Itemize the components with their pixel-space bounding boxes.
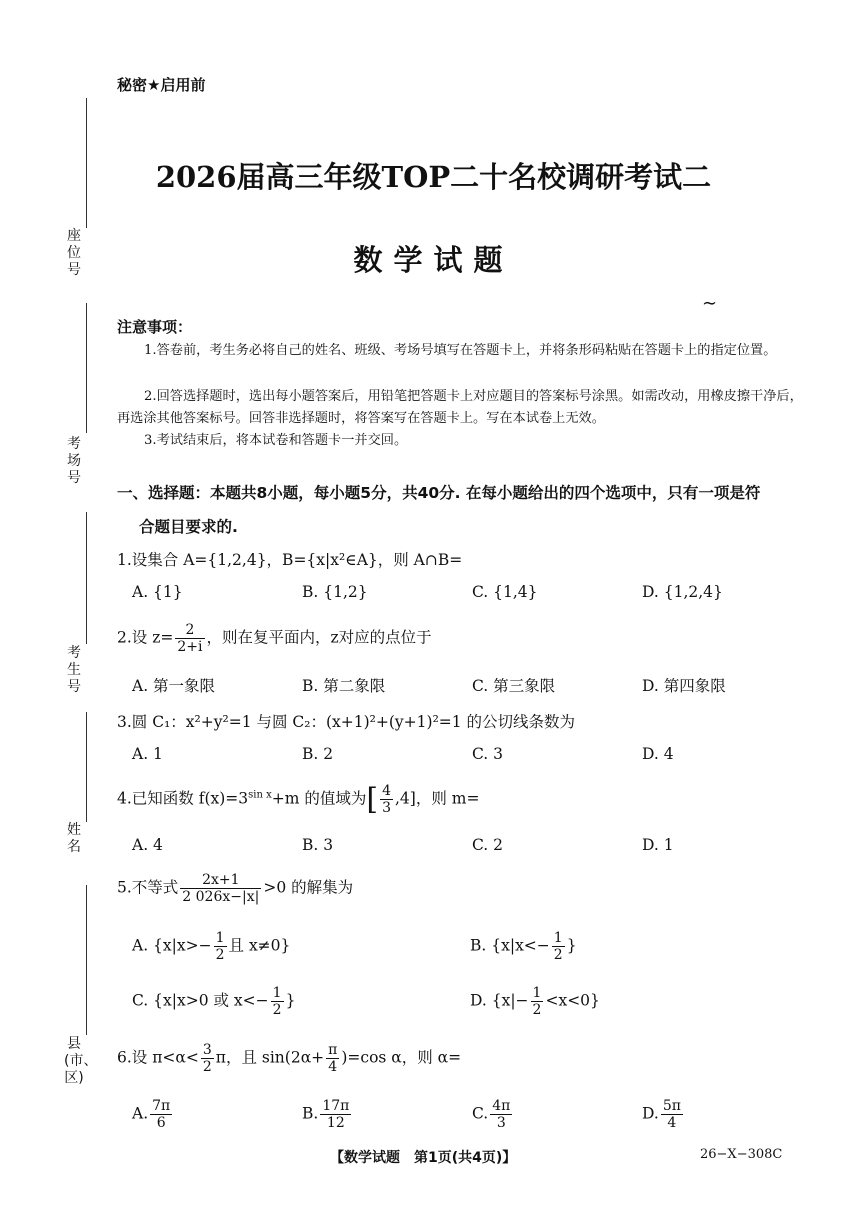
q3-option-a: A. 1	[132, 745, 163, 763]
binding-line-4	[86, 712, 87, 822]
q5-option-b: B. {x|x<− $\frac{1}{2}$ }	[470, 930, 577, 963]
q3-stem: 3.圆 C₁：x²+y²=1 与圆 C₂：(x+1)²+(y+1)²=1 的公切线条数为	[117, 713, 576, 731]
paper-code: 26−X−308C	[700, 1147, 783, 1162]
binding-line-3	[86, 512, 87, 644]
county-label: 县(市、区)	[64, 1036, 98, 1086]
q6-option-c: C. $\frac{4\pi}{3}$	[472, 1098, 511, 1131]
q4-option-c: C. 2	[472, 836, 504, 854]
q5-option-a: A. {x|x>− $\frac{1}{2}$ 且 x≠0}	[132, 930, 291, 963]
notice-item-1: 1.答卷前，考生务必将自己的姓名、班级、考场号填写在答题卡上，并将条形码粘贴在答题卡上的指定位置。	[144, 343, 777, 358]
tilde-mark: ∼	[702, 293, 718, 314]
q4-fraction: $\frac{4}{3}$	[382, 783, 391, 816]
q1-option-d: D. {1,2,4}	[642, 583, 723, 601]
notice-item-3: 3.考试结束后，将本试卷和答题卡一并交回。	[144, 433, 408, 448]
q5-fraction: $\frac{2x+1}{2 026x-|x|}$	[182, 872, 260, 905]
q5-stem: 5.不等式 $\frac{2x+1}{2 026x-|x|}$ >0 的解集为	[117, 872, 354, 905]
page-subtitle: 数学试题	[353, 243, 514, 277]
exam-room-label: 考场号	[67, 436, 81, 486]
section-heading: 一、选择题：本题共8小题，每小题5分，共40分. 在每小题给出的四个选项中，只有一项是符 合题目要求的.	[117, 484, 761, 536]
q3-option-d: D. 4	[642, 745, 674, 763]
q6-option-a: A. $\frac{7\pi}{6}$	[132, 1098, 171, 1131]
name-label: 姓名	[67, 822, 81, 855]
q4-option-b: B. 3	[302, 836, 334, 854]
q1-option-c: C. {1,4}	[472, 583, 538, 601]
q3-option-b: B. 2	[302, 745, 334, 763]
q6-stem: 6.设 π<α< $\frac{3}{2}$ π，且 sin(2α+ $\frac{\pi}{4}$ )=cos α，则 α=	[117, 1042, 462, 1075]
q1-stem: 1.设集合 A={1,2,4}，B={x|x²∈A}，则 A∩B=	[117, 551, 463, 569]
binding-line-2	[86, 303, 87, 433]
q1-option-b: B. {1,2}	[302, 583, 368, 601]
binding-line-5	[86, 885, 87, 1035]
q2-option-a: A. 第一象限	[132, 677, 216, 695]
q2-option-b: B. 第二象限	[302, 677, 386, 695]
q5-option-d: D. {x|− $\frac{1}{2}$ <x<0}	[470, 985, 600, 1018]
q2-option-c: C. 第三象限	[472, 677, 556, 695]
q5-option-c: C. {x|x>0 或 x<− $\frac{1}{2}$ }	[132, 985, 296, 1018]
q2-option-d: D. 第四象限	[642, 677, 726, 695]
notice-item-2: 2.回答选择题时，选出每小题答案后，用铅笔把答题卡上对应题目的答案标号涂黑。如需改动，用橡皮擦干净后，再选涂其他答案标号。回答非选择题时，将答案写在答题卡上。写在本试卷上无效。	[117, 389, 803, 426]
q2-stem: 2.设 z= $\frac{2}{2+i}$ ，则在复平面内，z对应的点位于	[117, 622, 432, 655]
q4-option-a: A. 4	[132, 836, 163, 854]
q4-option-d: D. 1	[642, 836, 674, 854]
page-footer: 【数学试题 第1页(共4页)】	[330, 1150, 517, 1166]
page-title: 2026届高三年级TOP二十名校调研考试二	[155, 160, 712, 194]
seat-label: 座位号	[67, 228, 81, 278]
q2-fraction: $\frac{2}{2+i}$	[177, 622, 203, 655]
q4-stem: 4.已知函数 $f(x)=3^{sin x}+m$ 的值域为[ $\frac{4}{3}$ ,4]，则 m=	[117, 782, 480, 817]
q6-option-d: D. $\frac{5\pi}{4}$	[642, 1098, 681, 1131]
exam-no-label: 考生号	[67, 645, 81, 695]
secret-label: 秘密★启用前	[117, 76, 206, 94]
q1-option-a: A. {1}	[132, 583, 183, 601]
q3-option-c: C. 3	[472, 745, 504, 763]
q6-option-b: B. $\frac{17\pi}{12}$	[302, 1098, 350, 1131]
notice-heading: 注意事项：	[117, 318, 193, 336]
